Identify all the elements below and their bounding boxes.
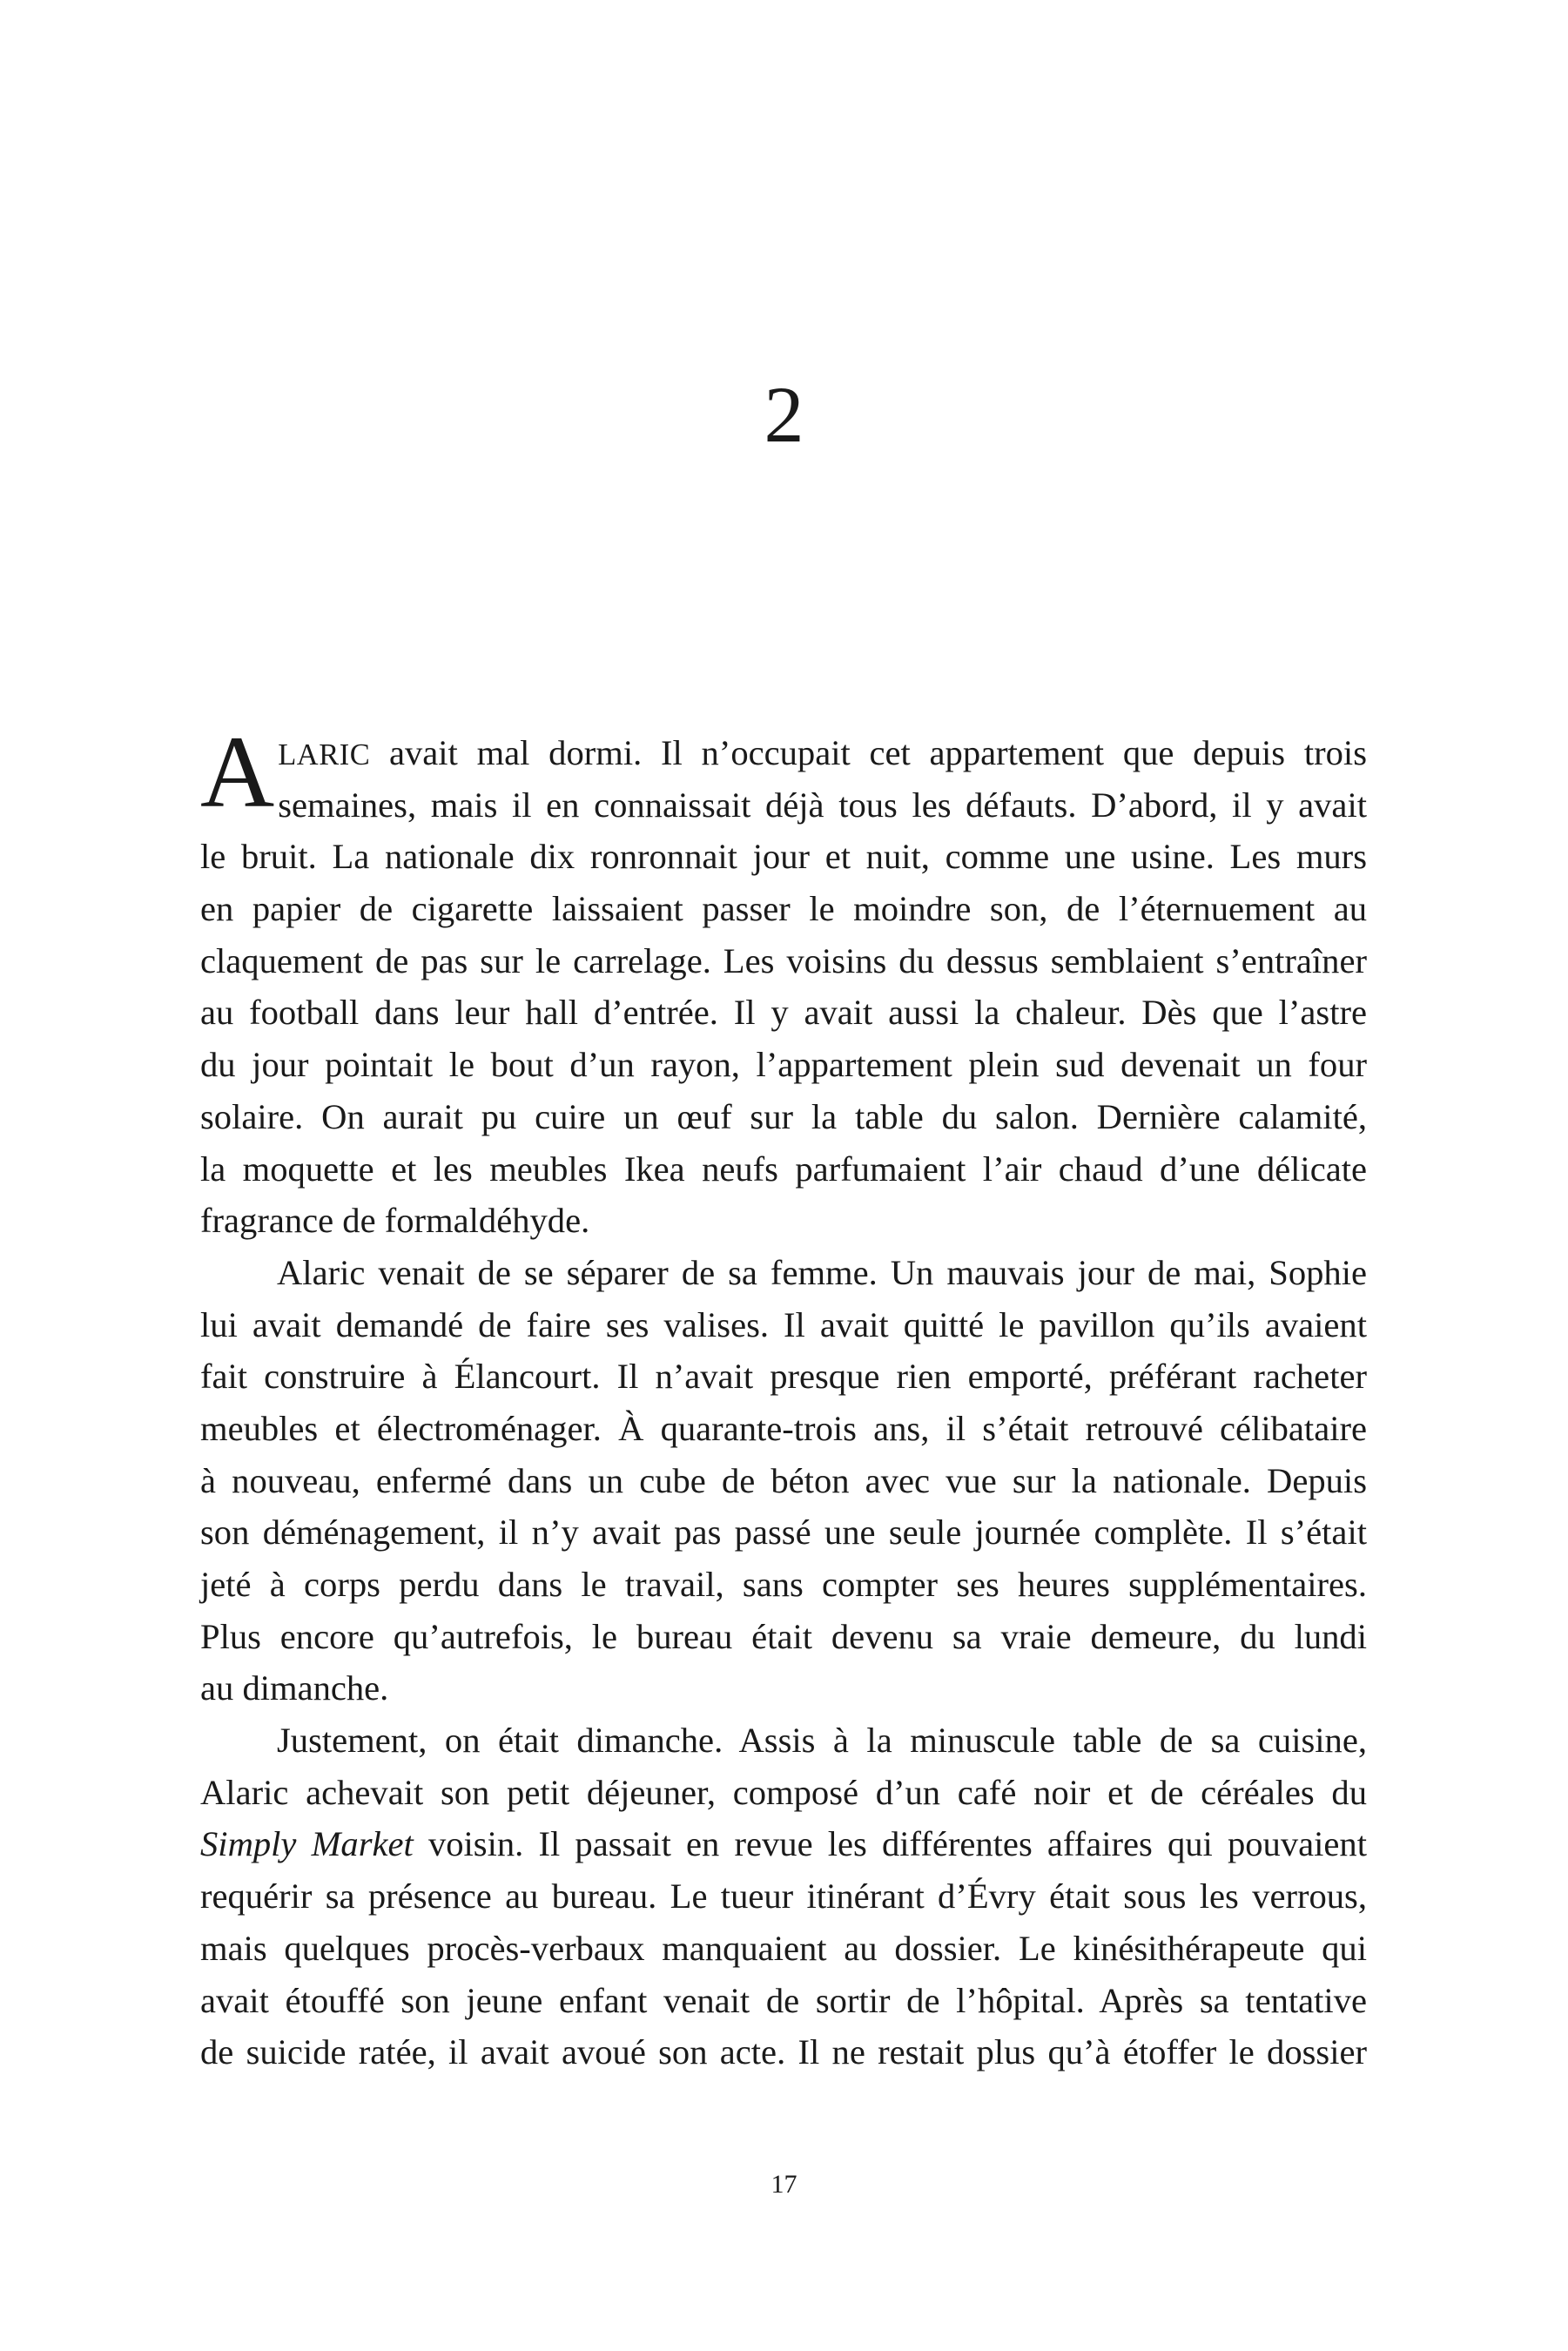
text-line: lui avait demandé de faire ses valises. Il avait quitté le pavillon qu’ils avaient bbox=[200, 1304, 1367, 1344]
text-line: du jour pointait le bout d’un rayon, l’appartement plein sud devenait un four bbox=[200, 1045, 1367, 1085]
text-line: Justement, on était dimanche. Assis à la minuscule table de sa cuisine, bbox=[277, 1721, 1367, 1761]
text-line: au football dans leur hall d’entrée. Il y avait aussi la chaleur. Dès que l’astre bbox=[200, 993, 1367, 1033]
text-line: fragrance de formaldéhyde. bbox=[200, 1201, 590, 1241]
chapter-number: 2 bbox=[764, 370, 804, 459]
page-number: 17 bbox=[771, 2170, 797, 2199]
text-line: Simply Market voisin. Il passait en revue les différentes affaires qui pouvaient bbox=[200, 1824, 1367, 1864]
text-line: le bruit. La nationale dix ronronnait jour et nuit, comme une usine. Les murs bbox=[200, 837, 1367, 877]
text-line: la moquette et les meubles Ikea neufs parfumaient l’air chaud d’une délicate bbox=[200, 1149, 1367, 1189]
paragraph-1 bbox=[200, 715, 1367, 1247]
text-line: son déménagement, il n’y avait pas passé une seule journée complète. Il s’était bbox=[200, 1512, 1367, 1553]
text-line: mais quelques procès-verbaux manquaient au dossier. Le kinésithérapeute qui bbox=[200, 1928, 1367, 1968]
text-line: en papier de cigarette laissaient passer le moindre son, de l’éternuement au bbox=[200, 889, 1367, 929]
text-line: claquement de pas sur le carrelage. Les voisins du dessus semblaient s’entraîner bbox=[200, 940, 1367, 980]
text-line: fait construire à Élancourt. Il n’avait presque rien emporté, préférant racheter bbox=[200, 1357, 1367, 1397]
drop-cap: A bbox=[200, 715, 275, 829]
paragraph-3 bbox=[200, 1714, 1367, 2078]
text-line: jeté à corps perdu dans le travail, sans compter ses heures supplémentaires. bbox=[200, 1565, 1367, 1604]
paragraph-2 bbox=[200, 1247, 1367, 1714]
body-text bbox=[200, 715, 1367, 2078]
text-line: Alaric achevait son petit déjeuner, composé d’un café noir et de céréales du bbox=[200, 1772, 1367, 1812]
text-line: à nouveau, enfermé dans un cube de béton avec vue sur la nationale. Depuis bbox=[200, 1460, 1367, 1500]
text-line: avait étouffé son jeune enfant venait de sortir de l’hôpital. Après sa tentative bbox=[200, 1980, 1367, 2020]
italic-store-name: Simply Market bbox=[200, 1824, 414, 1864]
text-line: Plus encore qu’autrefois, le bureau était devenu sa vraie demeure, du lundi bbox=[200, 1616, 1367, 1656]
text-line: solaire. On aurait pu cuire un œuf sur la table du salon. Dernière calamité, bbox=[200, 1096, 1367, 1136]
text-line: LARIC avait mal dormi. Il n’occupait cet appartement que depuis trois bbox=[278, 733, 1367, 772]
text-line: requérir sa présence au bureau. Le tueur itinérant d’Évry était sous les verrous, bbox=[200, 1876, 1367, 1917]
first-word-smallcaps: LARIC bbox=[278, 738, 371, 771]
text-line: semaines, mais il en connaissait déjà tous les défauts. D’abord, il y avait bbox=[278, 785, 1367, 825]
text-line: Alaric venait de se séparer de sa femme. Un mauvais jour de mai, Sophie bbox=[277, 1252, 1367, 1292]
text-line: de suicide ratée, il avait avoué son acte. Il ne restait plus qu’à étoffer le dossier bbox=[200, 2032, 1367, 2072]
text-line: au dimanche. bbox=[200, 1668, 389, 1708]
text-line: meubles et électroménager. À quarante-trois ans, il s’était retrouvé célibataire bbox=[200, 1408, 1367, 1448]
